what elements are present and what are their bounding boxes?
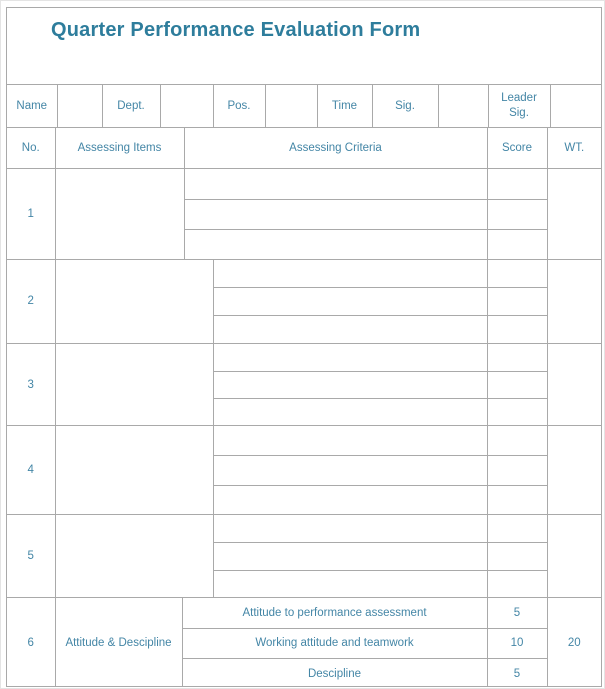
criteria-cell[interactable] xyxy=(213,485,487,514)
score-cell[interactable] xyxy=(487,316,547,344)
block-number-cell: 1 xyxy=(7,169,55,259)
criteria-cell[interactable] xyxy=(213,426,487,455)
criteria-cell[interactable] xyxy=(184,229,487,259)
criteria-cell[interactable] xyxy=(213,288,487,316)
score-cell[interactable] xyxy=(487,371,547,398)
sig-label: Sig. xyxy=(372,85,438,127)
wt-cell[interactable] xyxy=(547,169,601,259)
criteria-cell: Attitude to performance assessment xyxy=(182,598,487,628)
assessment-block-3 xyxy=(7,344,601,426)
header-assessing-criteria: Assessing Criteria xyxy=(184,128,487,169)
block-number-cell: 6 xyxy=(7,598,55,687)
header-wt: WT. xyxy=(547,128,601,169)
assessing-items-cell[interactable] xyxy=(55,169,184,259)
assessment-block-6 xyxy=(7,598,601,687)
assessment-block-1 xyxy=(7,169,601,260)
block-number-cell: 5 xyxy=(7,515,55,598)
leader-sig-value-cell[interactable] xyxy=(550,85,601,127)
score-cell[interactable] xyxy=(487,260,547,288)
wt-cell[interactable] xyxy=(547,426,601,514)
time-label: Time xyxy=(317,85,372,127)
criteria-cell[interactable] xyxy=(213,399,487,426)
criteria-cell[interactable] xyxy=(213,515,487,543)
score-cell[interactable] xyxy=(487,199,547,229)
criteria-cell[interactable] xyxy=(213,543,487,571)
assessing-items-cell: Attitude & Descipline xyxy=(55,598,182,687)
score-cell[interactable] xyxy=(487,169,547,199)
score-cell[interactable] xyxy=(487,515,547,543)
score-cell[interactable] xyxy=(487,426,547,455)
name-value-cell[interactable] xyxy=(57,85,102,127)
name-label: Name xyxy=(7,85,57,127)
criteria-cell[interactable] xyxy=(213,344,487,371)
score-cell[interactable] xyxy=(487,288,547,316)
evaluation-form xyxy=(6,7,602,687)
wt-cell[interactable] xyxy=(547,260,601,344)
form-title: Quarter Performance Evaluation Form xyxy=(51,19,421,41)
score-cell[interactable] xyxy=(487,485,547,514)
criteria-header-row xyxy=(7,128,601,170)
criteria-cell[interactable] xyxy=(213,371,487,398)
criteria-cell[interactable] xyxy=(184,199,487,229)
assessing-items-cell[interactable] xyxy=(55,515,213,598)
criteria-cell[interactable] xyxy=(213,456,487,485)
header-no: No. xyxy=(7,128,55,169)
header-assessing-items: Assessing Items xyxy=(55,128,184,169)
block-number-cell: 3 xyxy=(7,344,55,426)
wt-cell[interactable] xyxy=(547,344,601,426)
assessment-block-4 xyxy=(7,426,601,514)
score-cell[interactable] xyxy=(487,229,547,259)
score-cell[interactable] xyxy=(487,456,547,485)
leader-sig-label: Leader Sig. xyxy=(488,85,550,127)
assessment-block-2 xyxy=(7,260,601,345)
score-cell[interactable] xyxy=(487,570,547,598)
dept-value-cell[interactable] xyxy=(160,85,213,127)
assessing-items-cell[interactable] xyxy=(55,260,213,344)
form-title-area xyxy=(7,8,601,85)
assessing-items-cell[interactable] xyxy=(55,426,213,514)
assessment-block-5 xyxy=(7,515,601,598)
criteria-cell[interactable] xyxy=(213,570,487,598)
dept-label: Dept. xyxy=(102,85,160,127)
assessing-items-cell[interactable] xyxy=(55,344,213,426)
wt-cell: 20 xyxy=(547,598,601,687)
sig-value-cell[interactable] xyxy=(438,85,488,127)
score-cell[interactable] xyxy=(487,399,547,426)
wt-cell[interactable] xyxy=(547,515,601,598)
header-score: Score xyxy=(487,128,547,169)
pos-value-cell[interactable] xyxy=(265,85,317,127)
pos-label: Pos. xyxy=(213,85,265,127)
score-cell: 10 xyxy=(487,628,547,658)
score-cell[interactable] xyxy=(487,344,547,371)
score-cell: 5 xyxy=(487,658,547,687)
criteria-cell: Descipline xyxy=(182,658,487,687)
criteria-cell[interactable] xyxy=(184,169,487,199)
employee-info-row xyxy=(7,85,601,128)
block-number-cell: 2 xyxy=(7,260,55,344)
criteria-cell[interactable] xyxy=(213,260,487,288)
score-cell: 5 xyxy=(487,598,547,628)
criteria-cell[interactable] xyxy=(213,316,487,344)
criteria-cell: Working attitude and teamwork xyxy=(182,628,487,658)
score-cell[interactable] xyxy=(487,543,547,571)
block-number-cell: 4 xyxy=(7,426,55,514)
